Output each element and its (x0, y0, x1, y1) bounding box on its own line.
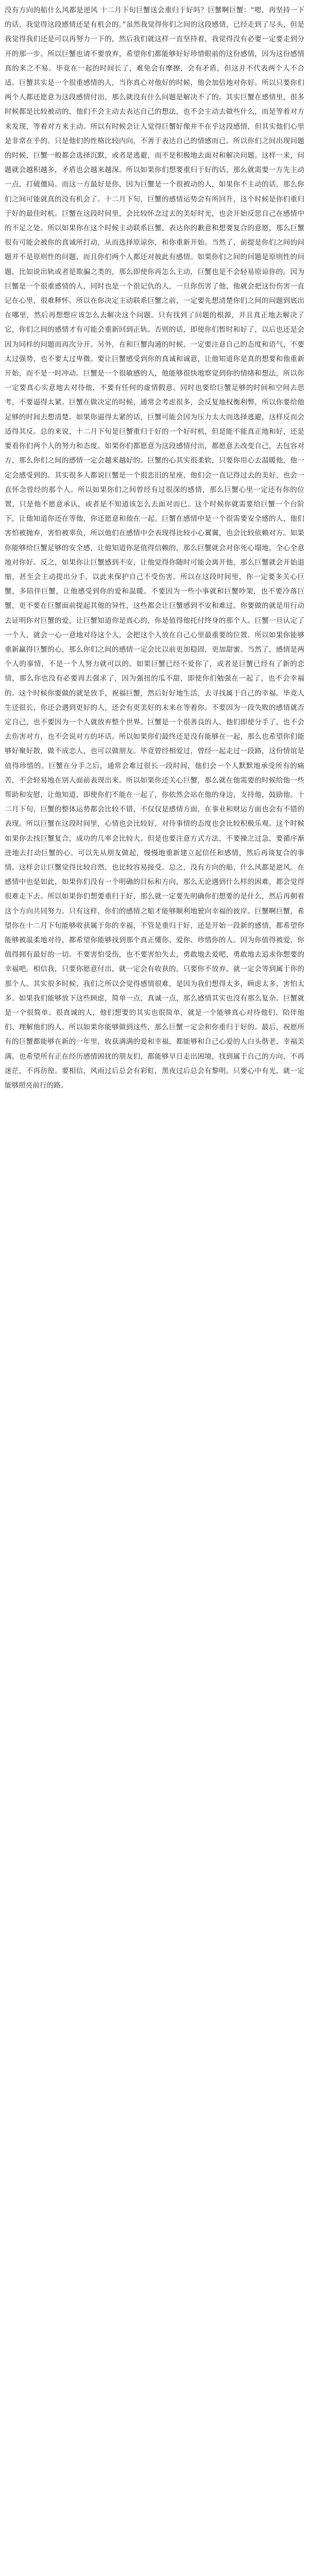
article-text: 没有方向的船什么风都是逆风 十二月下旬巨蟹送会重归于好吗？巨蟹啊巨蟹：“嗯，再坚持一下的话，我觉得这段感情还是有机会的。”虽然我觉得你们之间的这段感情，已经走到了尽头，但是我觉得我们还是可以再努力一下的，然后我们就这样一直坚持着，我觉得没有必要一定要走到分开的那一步。所以巨蟹也请不要放弃，希望你们都能够好好珍惜眼前的这份感情，因为这份感情真的来之不易。毕竟在一起的时间长了，难免会有摩擦，会有矛盾，但这并不代表两个人不合适。巨蟹其实是一个很重感情的人，当你真心对他好的时候，他会加倍地对你好。所以只要你们两个人都还愿意为这段感情付出，那么就没有什么问题是解决不了的。其实巨蟹在感情里，很多时候都是比较被动的，他们不会主动去表达自己的想法，也不会主动去做些什么，而是等着对方来发现，等着对方来主动。所以有时候会让人觉得巨蟹好像并不在乎这段感情，但其实他们心里是非常在乎的。只是他们的性格比较内向，不善于表达自己的情感而已。所以你们之间出现问题的时候，巨蟹一般都会选择沉默，或者是逃避，而不是积极地去面对和解决问题。这样一来，问题就会越积越多，矛盾也会越来越深。所以如果你们想要重归于好的话，那么就需要一方先主动一点，打破僵局。而这一方最好是你，因为巨蟹是一个很被动的人，如果你不主动的话，那么你们之间可能就真的没有机会了。十二月下旬，巨蟹的感情运势会有所回升，这个时候是你们重归于好的最佳时机。巨蟹在这段时间里，会比较怀念过去的美好时光，也会开始反思自己在感情中的不足之处。所以如果你在这个时候主动联系巨蟹，表达你的歉意和想要复合的意愿，那么巨蟹很有可能会被你的真诚所打动，从而选择原谅你，和你重新开始。当然了，前提是你们之间的问题并不是原则性的问题，而且你们两个人都还对彼此有感情。如果你们之间的问题是原则性的问题，比如说出轨或者是欺骗之类的，那么即使你再怎么主动，巨蟹也是不会轻易原谅你的。因为巨蟹是一个很重感情的人，同时也是一个很记仇的人，一旦你伤害了他，他就会把这份伤害一直记在心里，很难释怀。所以在你决定主动联系巨蟹之前，一定要先想清楚你们之间的问题到底出在哪里，然后再想想应该怎么去解决这个问题。只有找到了问题的根源，并且真正地去解决了它，你们之间的感情才有可能会重新回到正轨。否则的话，即使你们暂时和好了，以后也还是会因为同样的问题而再次分开。另外，在和巨蟹沟通的时候，一定要注意自己的态度和语气，不要太过强势，也不要太过卑微。要让巨蟹感受到你的真诚和诚意，让他知道你是真的想要和他重新开始，而不是一时冲动。巨蟹是一个很敏感的人，他能够很快地察觉到你的情绪和想法，所以你一定要真心实意地去对待他，不要有任何的虚情假意。同时也要给巨蟹足够的时间和空间去思考，不要逼得太紧。巨蟹在做决定的时候，通常会考虑很多，会反复地权衡利弊，所以你要给他足够的时间去想清楚。如果你逼得太紧的话，巨蟹可能会因为压力太大而选择逃避，这样反而会适得其反。总的来说，十二月下旬是巨蟹重归于好的一个好时机，但是能不能真正地和好，还是要看你们两个人的努力和态度。如果你们都愿意为这段感情付出，都愿意去改变自己，去包容对方，那么你们之间的感情一定会越来越好的。巨蟹的心其实很柔软，只要你用心去温暖他，他一定会感受到的。其实很多人都说巨蟹是一个很恋旧的星座，他们会一直记得过去的美好，也会一直怀念曾经的那个人。所以如果你们之间曾经有过很深的感情，那么巨蟹心里一定还有你的位置，只是他不愿意承认，或者是不知道该怎么去面对而已。这个时候你就需要给巨蟹一个台阶下，让他知道你还在等他，你还愿意和他在一起。巨蟹在感情中是一个很需要安全感的人，他们害怕被抛弃，害怕被辜负，所以他们在感情中会表现得比较小心翼翼，也会比较依赖对方。如果你能够给巨蟹足够的安全感，让他知道你是值得信赖的，那么巨蟹就会对你死心塌地，全心全意地对你好。反之，如果你让巨蟹感到不安，让他觉得你随时可能会离开他，那么巨蟹就会开始退缩，甚至会主动提出分手，以此来保护自己不受伤害。所以在这段时间里，你一定要多关心巨蟹，多陪伴巨蟹，让他感受到你的爱和温暖。不要因为一些小事就和巨蟹吵架，也不要冷落巨蟹，更不要在巨蟹面前提起其他的异性，这些都会让巨蟹感到不安和难过。你要做的就是用行动去证明你对巨蟹的爱，让巨蟹知道你是真心的，你是值得他托付终身的那个人。巨蟹一旦认定了一个人，就会一心一意地对待这个人，会把这个人放在自己心里最重要的位置。所以如果你能够重新赢得巨蟹的心，那么你们之间的感情一定会比以前更加稳固，更加甜蜜。当然了，感情是两个人的事情，不是一个人努力就可以的。如果巨蟹已经不爱你了，或者是巨蟹已经有了新的恋情，那么你也没有必要再去强求了，因为强扭的瓜不甜，即使你们勉强在一起了，也不会幸福的。这个时候你要做的就是放手，祝福巨蟹，然后好好地生活，去寻找属于自己的幸福。毕竟人生还很长，你还会遇到更好的人，还会有更美好的未来在等着你。不要因为一段失败的感情就否定自己，也不要因为一个人就放弃整个世界。巨蟹是一个很善良的人，他们即使分手了，也不会去伤害对方，也不会说对方的坏话。所以如果你们最终还是没有能够在一起，那么也希望你们能够好聚好散，做不成恋人，也可以做朋友。毕竟曾经相爱过，曾经一起走过一段路，这份情谊是值得珍惜的。巨蟹在分手之后，通常会难过很长一段时间，他们会一个人默默地承受所有的痛苦，不会轻易地在别人面前表现出来。所以如果你还关心巨蟹，那么就在他需要的时候给他一些帮助和安慰，让他知道，即使你们不能在一起了，你依然会站在他的身边，支持他，鼓励他。十二月下旬，巨蟹的整体运势都会比较不错，不仅仅是感情方面，在事业和财运方面也会有不错的表现。所以巨蟹在这段时间里，心情也会比较好，对待事情的态度也会比较积极乐观。这个时候如果你去找巨蟹复合，成功的几率会比较大。但是也要注意方式方法，不要操之过急，要循序渐进地去打动巨蟹的心。可以先从朋友做起，慢慢地重新建立起信任和感情，然后再谈复合的事情。这样会让巨蟹觉得比较自然，也比较容易接受。总之，没有方向的船，什么风都是逆风。在感情中也是如此，如果你们没有一个明确的目标和方向，那么无论遇到什么样的困难，都会觉得很难走下去。所以如果你们想要重归于好，那么就一定要先明确你们想要的是什么，然后再朝着这个方向共同努力。只有这样，你们的感情之船才能够顺利地驶向幸福的彼岸。巨蟹啊巨蟹，希望你在十二月下旬能够收获属于你的幸福，不管是重归于好，还是开始一段新的感情，都希望你能够被温柔地对待，都希望你能够找到那个真正懂你、爱你、珍惜你的人。因为你值得被爱，你值得拥有最好的一切。不要害怕受伤，也不要害怕失去，勇敢地去爱吧，勇敢地去追求你想要的幸福吧。相信我，只要你愿意付出，就一定会有收获的。只要你不放弃，就一定会等到属于你的那个人。其实很多时候，我们之所以会觉得感情很难，是因为我们想得太多，顾虑太多，害怕太多。如果我们能够放下这些顾虑，简单一点，真诚一点，那么感情其实也没有那么复杂。巨蟹就是一个很简单、很真诚的人，他们想要的其实也很简单，就是一个能够真心对待他们、陪伴他们、理解他们的人。所以如果你能够做到这些，那么巨蟹一定会和你重归于好的。最后，祝愿所有的巨蟹都能够在新的一年里，收获满满的爱和幸福，都能够和自己心爱的人白头偕老，幸福美满。也希望所有正在经历感情困扰的朋友们，都能够早日走出困境，找到属于自己的方向，不再迷茫，不再彷徨。要相信，风雨过后总会有彩虹，黑夜过后总会有黎明。只要心中有光，就一定能够照亮前行的路。 (5, 6, 304, 1090)
